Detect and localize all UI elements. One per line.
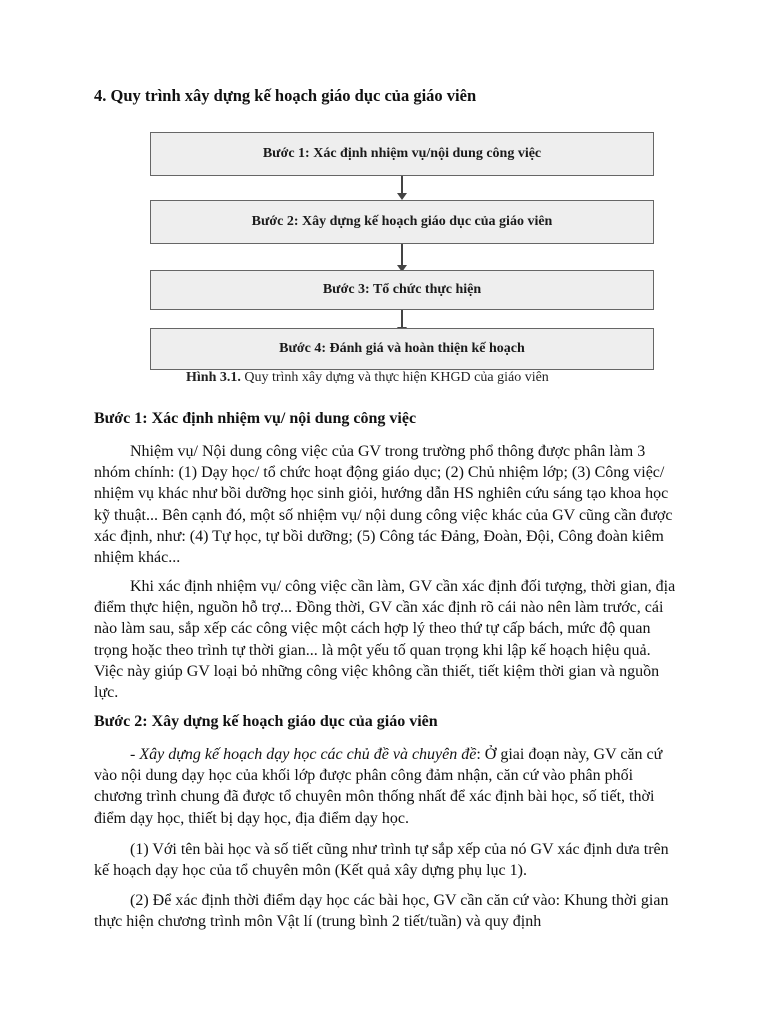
flow-step-3: Bước 3: Tổ chức thực hiện (150, 270, 654, 310)
step2-paragraph-1-rest: : Ở giai đoạn này, GV căn cứ vào nội dung dạy học của khối lớp được phân công đảm nhận, căn cứ vào phân phối chương trình chung đã được tổ chuyên môn thống nhất để xác định bài học, số tiết, thời điểm dạy học, thiết bị dạy học, địa điểm dạy học. (94, 746, 663, 827)
flow-step-2: Bước 2: Xây dựng kế hoạch giáo dục của giáo viên (150, 200, 654, 244)
step1-paragraph-2: Khi xác định nhiệm vụ/ công việc cần làm, GV cần xác định đối tượng, thời gian, địa điểm thực hiện, nguồn hỗ trợ... Đồng thời, GV cần xác định rõ cái nào nên làm trước, cái nào làm sau, sắp xếp các công việc một cách hợp lý theo thứ tự cấp bách, mức độ quan trọng hoặc theo trình tự thời gian... là một yếu tố quan trọng khi lập kế hoạch hiệu quả. Việc này giúp GV loại bỏ những công việc không cần thiết, tiết kiệm thời gian và nguồn lực. (94, 578, 676, 702)
flow-arrow-1 (401, 176, 403, 194)
step1-heading: Bước 1: Xác định nhiệm vụ/ nội dung công việc (94, 410, 417, 427)
flow-arrow-3 (401, 310, 403, 328)
caption-text: Quy trình xây dựng và thực hiện KHGD của giáo viên (240, 370, 549, 385)
flow-step-4: Bước 4: Đánh giá và hoàn thiện kế hoạch (150, 328, 654, 370)
flow-step-1: Bước 1: Xác định nhiệm vụ/nội dung công việc (150, 132, 654, 176)
figure-caption (186, 370, 549, 386)
step2-heading: Bước 2: Xây dựng kế hoạch giáo dục của giáo viên (94, 713, 438, 730)
flow-arrow-2 (401, 244, 403, 266)
step2-paragraph-1 (94, 744, 678, 829)
step2-paragraph-1-italic: - Xây dựng kế hoạch dạy học các chủ đề và chuyên đề (130, 746, 477, 763)
process-flowchart (150, 132, 656, 392)
section-title: 4. Quy trình xây dựng kế hoạch giáo dục của giáo viên (94, 86, 477, 105)
step2-paragraph-2: (1) Với tên bài học và số tiết cũng như trình tự sắp xếp của nó GV xác định dưa trên kế hoạch dạy học của tổ chuyên môn (Kết quả xây dựng phụ lục 1). (94, 841, 669, 880)
step1-paragraph-1: Nhiệm vụ/ Nội dung công việc của GV trong trường phổ thông được phân làm 3 nhóm chính: (1) Dạy học/ tổ chức hoạt động giáo dục; (2) Chủ nhiệm lớp; (3) Công việc/ nhiệm vụ khác như bồi dưỡng học sinh giỏi, hướng dẫn HS nghiên cứu sáng tạo khoa học kỹ thuật... Bên cạnh đó, một số nhiệm vụ/ nội dung công việc khác của GV cũng cần được xác định, như: (4) Tự học, tự bồi dưỡng; (5) Công tác Đảng, Đoàn, Đội, Công đoàn kiêm nhiệm khác... (94, 443, 673, 567)
caption-label: Hình 3.1. (186, 370, 241, 385)
step2-paragraph-3: (2) Để xác định thời điểm dạy học các bài học, GV cần căn cứ vào: Khung thời gian thực hiện chương trình môn Vật lí (trung bình 2 tiết/tuần) và quy định (94, 892, 669, 931)
